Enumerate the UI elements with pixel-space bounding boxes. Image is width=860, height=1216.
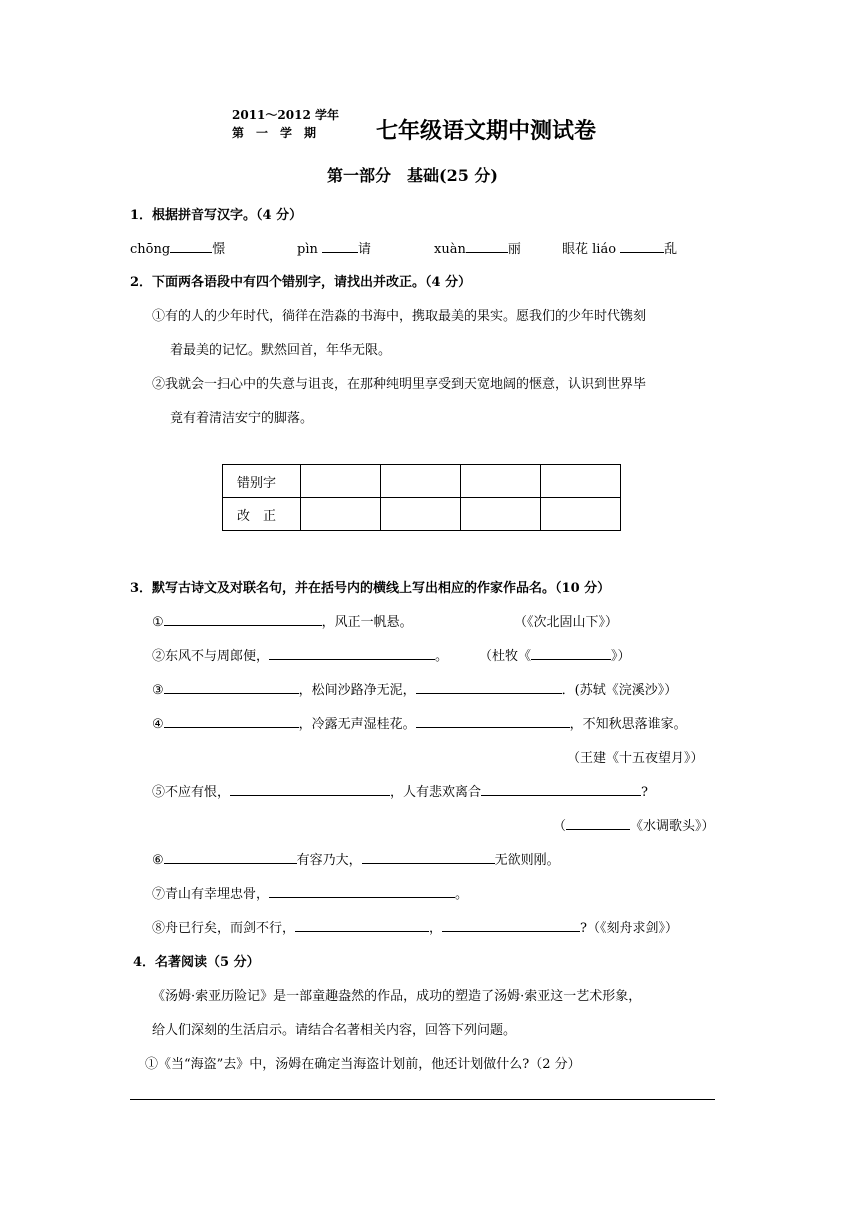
line-text: ②东风不与周郎便， (152, 649, 270, 664)
line-text: ，人有悲欢离合 (390, 785, 482, 800)
answer-blank[interactable] (566, 816, 630, 830)
table-cell[interactable] (541, 465, 621, 498)
q3-line-5 (152, 781, 648, 800)
q4-paragraph-line-1: 《汤姆·索亚历险记》是一部童趣盎然的作品，成功的塑造了汤姆·索亚这一艺术形象， (152, 989, 642, 1004)
table-cell[interactable] (301, 465, 381, 498)
semester: 第 一 学 期 (232, 126, 317, 140)
answer-blank[interactable] (269, 884, 455, 898)
pinyin: chōng (130, 242, 171, 257)
pinyin: pìn (297, 242, 318, 257)
section-title: 第一部分 基础(25 分) (327, 166, 498, 185)
line-text: 。 (435, 649, 449, 664)
line-text: ，风正一帆悬。 (321, 615, 413, 630)
correction-table (222, 464, 621, 531)
q3-line-2 (152, 645, 448, 664)
line-text: （ (553, 819, 567, 834)
answer-blank[interactable] (170, 239, 212, 253)
line-text: ．(苏轼《浣溪沙》） (561, 683, 678, 698)
hanzi: 憬 (212, 242, 226, 257)
table-row (223, 498, 621, 531)
q3-line-2-source (479, 645, 631, 664)
line-text: 。 (455, 887, 469, 902)
hanzi: 请 (358, 242, 372, 257)
line-text: 无欲则刚。 (494, 853, 560, 868)
answer-blank[interactable] (322, 239, 358, 253)
line-text: 》） (611, 649, 631, 664)
answer-blank[interactable] (416, 714, 570, 728)
q3-heading: 3．默写古诗文及对联名句，并在括号内的横线上写出相应的作家作品名。（10 分） (130, 581, 611, 596)
q2-passage-2-line-2: 竟有着清洁安宁的脚落。 (170, 411, 314, 426)
q1-heading: 1．根据拼音写汉字。（4 分） (130, 208, 303, 223)
table-cell[interactable] (381, 465, 461, 498)
school-year: 2011～2012 学年 (232, 108, 339, 122)
answer-blank[interactable] (531, 646, 611, 660)
pinyin: 眼花 liáo (562, 242, 617, 257)
line-text: ⑧舟已行矣，而剑不行， (152, 921, 296, 936)
answer-blank[interactable] (442, 918, 580, 932)
q4-subquestion-1: ①《当“海盗”去》中，汤姆在确定当海盗计划前，他还计划做什么?（2 分） (145, 1057, 581, 1072)
answer-blank[interactable] (164, 714, 299, 728)
q2-passage-1-line-2: 着最美的记忆。默然回首，年华无限。 (170, 343, 392, 358)
q3-line-5-source (553, 815, 715, 834)
q3-line-1 (152, 611, 413, 630)
row-label-correct: 改 正 (223, 498, 301, 531)
line-text: ⑤不应有恨， (152, 785, 231, 800)
hanzi: 丽 (507, 242, 521, 257)
table-row (223, 465, 621, 498)
line-text: ⑦青山有幸埋忠骨， (152, 887, 270, 902)
table-cell[interactable] (461, 498, 541, 531)
q1-item-4 (562, 238, 677, 257)
answer-blank[interactable] (481, 782, 641, 796)
line-text: ?（《刻舟求剑》） (580, 921, 679, 936)
q2-passage-2-line-1: ②我就会一扫心中的失意与诅丧，在那种纯明里享受到天宽地阔的惬意，认识到世界毕 (152, 377, 647, 392)
table-cell[interactable] (381, 498, 461, 531)
q3-line-7 (152, 883, 468, 902)
q4-heading: 4．名著阅读（5 分） (133, 955, 260, 970)
q2-passage-1-line-1: ①有的人的少年时代，徜徉在浩淼的书海中，携取最美的果实。愿我们的少年时代镌刻 (152, 309, 647, 324)
table-cell[interactable] (541, 498, 621, 531)
line-text: ③ (152, 683, 164, 698)
line-text: ， (429, 921, 443, 936)
q1-item-2 (297, 238, 371, 257)
answer-blank[interactable] (164, 850, 297, 864)
q3-line-4-source: （王建《十五夜望月》） (567, 751, 704, 766)
line-text: ，不知秋思落谁家。 (569, 717, 687, 732)
q2-heading: 2．下面两各语段中有四个错别字，请找出并改正。（4 分） (130, 275, 472, 290)
q3-line-6 (152, 849, 560, 868)
answer-blank[interactable] (230, 782, 390, 796)
answer-blank[interactable] (416, 680, 562, 694)
q3-line-1-source: （《次北固山下》） (514, 615, 619, 630)
answer-blank[interactable] (269, 646, 435, 660)
hanzi: 乱 (664, 242, 678, 257)
answer-blank[interactable] (362, 850, 495, 864)
answer-blank[interactable] (164, 612, 322, 626)
q3-line-3 (152, 679, 677, 698)
row-label-wrong: 错别字 (223, 465, 301, 498)
line-text: ⑥ (152, 853, 164, 868)
answer-blank[interactable] (164, 680, 299, 694)
line-text: ，松间沙路净无泥， (298, 683, 416, 698)
q3-line-8 (152, 917, 678, 936)
line-text: ? (641, 785, 649, 800)
q1-item-1 (130, 238, 225, 257)
answer-blank[interactable] (466, 239, 508, 253)
answer-line[interactable] (130, 1099, 715, 1100)
table-cell[interactable] (301, 498, 381, 531)
line-text: ④ (152, 717, 164, 732)
page-title: 七年级语文期中测试卷 (376, 118, 597, 144)
q1-item-3 (434, 238, 521, 257)
line-text: 有容乃大， (296, 853, 362, 868)
q3-line-4 (152, 713, 687, 732)
line-text: 《水调歌头》） (630, 819, 715, 834)
answer-blank[interactable] (620, 239, 664, 253)
answer-blank[interactable] (295, 918, 429, 932)
line-text: ，冷露无声湿桂花。 (298, 717, 416, 732)
line-text: （杜牧《 (479, 649, 532, 664)
q4-paragraph-line-2: 给人们深刻的生活启示。请结合名著相关内容，回答下列问题。 (152, 1023, 517, 1038)
table-cell[interactable] (461, 465, 541, 498)
line-text: ① (152, 615, 164, 630)
pinyin: xuàn (434, 242, 466, 257)
